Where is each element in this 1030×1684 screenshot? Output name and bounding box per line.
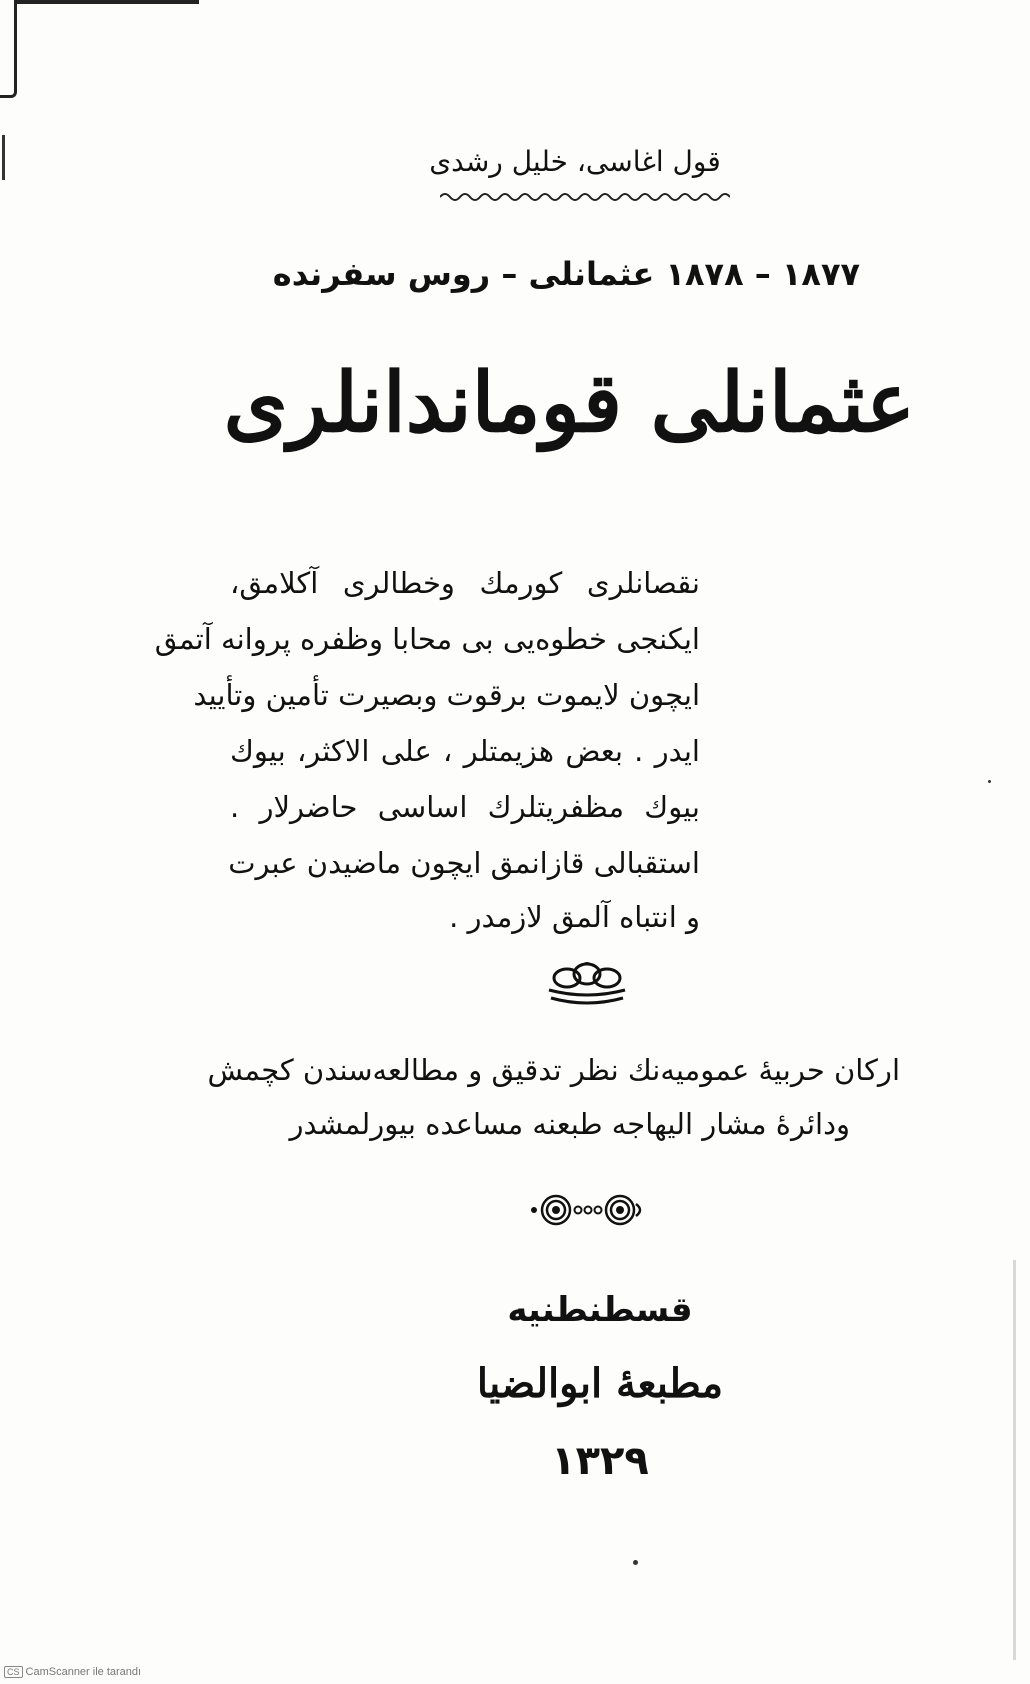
epigraph-line: بيوك مظفريتلرك اساسى حاضرلار .	[230, 790, 700, 824]
ink-speck	[633, 1560, 638, 1565]
ink-speck	[988, 780, 991, 783]
imprint-city: قسطنطنيه	[507, 1290, 693, 1330]
imprint-press: مطبعهٔ ابوالضيا	[476, 1360, 724, 1407]
scan-edge-mark-left	[2, 135, 5, 180]
epigraph-line: ايدر . بعض هزيمتلر ، على الاكثر، بيوك	[230, 734, 700, 768]
author-line: قول اغاسى، خليل رشدى	[429, 145, 721, 178]
scanner-watermark	[4, 1666, 141, 1678]
epigraph-line: و انتباه آلمق لازمدر .	[449, 900, 700, 934]
scan-edge-shadow	[1013, 1260, 1016, 1660]
squiggle-rule	[440, 191, 730, 203]
approval-note-line: ودائرهٔ مشار اليهاجه طبعنه مساعده بيورلمشدر	[289, 1107, 850, 1141]
scanner-logo: CS	[4, 1666, 23, 1678]
subtitle: ١٨٧٧ – ١٨٧٨ عثمانلى – روس سفرنده	[272, 255, 860, 293]
scan-edge-mark	[0, 0, 17, 98]
epigraph-line: استقبالى قازانمق ايچون ماضيدن عبرت	[228, 846, 700, 880]
circles-ornament-icon	[528, 1190, 648, 1230]
floral-ornament-icon	[545, 960, 629, 1006]
book-title: عثمانلى قوماندانلرى	[223, 355, 915, 451]
epigraph-line: نقصانلرى كورمك وخطالرى آكلامق،	[230, 566, 700, 600]
scanner-text: CamScanner ile tarandı	[25, 1666, 142, 1678]
epigraph-line: ايچون لايموت برقوت وبصيرت تأمين وتأييد	[193, 678, 700, 712]
approval-note-line: اركان حربيهٔ عموميه‌نك نظر تدقيق و مطالعه‌سندن كچمش	[207, 1053, 900, 1087]
imprint-year: ١٣٢٩	[551, 1438, 649, 1484]
scan-edge-mark-top	[14, 0, 199, 4]
epigraph-line: ايكنجى خطوه‌يى بى محابا وظفره پروانه آتمق	[154, 622, 700, 656]
